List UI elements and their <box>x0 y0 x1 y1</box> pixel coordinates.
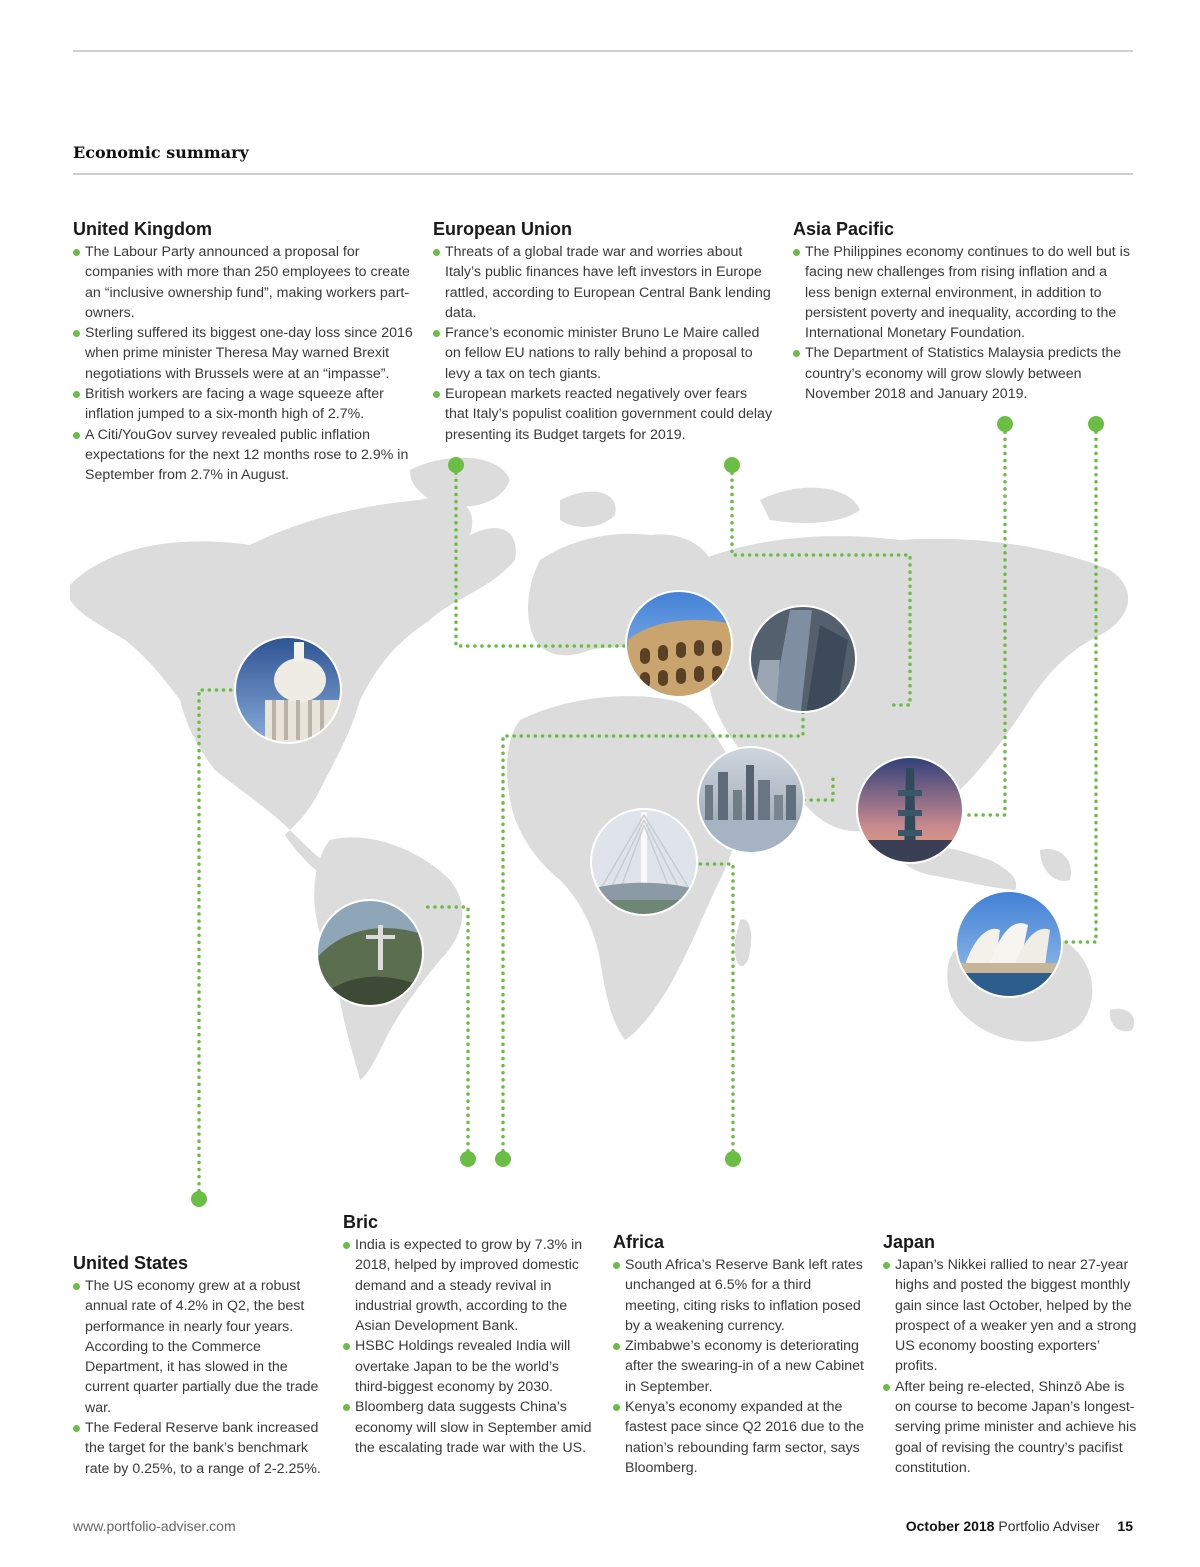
region-africa <box>613 1231 868 1478</box>
footer-website: www.portfolio-adviser.com <box>73 1518 236 1534</box>
list-item: The Federal Reserve bank increased the target for the bank’s benchmark rate by 0.25%, to a range of 2-2.25%. <box>73 1418 323 1479</box>
list-item: Zimbabwe’s economy is deteriorating after the swearing-in of a new Cabinet in September. <box>613 1336 868 1397</box>
list-item: The Labour Party announced a proposal for companies with more than 250 employees to create an “inclusive ownership fund”, making workers part-owners. <box>73 242 418 323</box>
region-title-eu: European Union <box>433 219 572 239</box>
list-item: South Africa’s Reserve Bank left rates unchanged at 6.5% for a third meeting, citing risks to inflation posed by a weakening currency. <box>613 1255 868 1336</box>
list-item: After being re-elected, Shinzō Abe is on course to become Japan’s longest-serving prime minister and achieve his goal of revising the country’s pacifist constitution. <box>883 1377 1138 1478</box>
region-title-us: United States <box>73 1253 189 1273</box>
region-title-africa: Africa <box>613 1232 665 1252</box>
page-number: 15 <box>1117 1518 1133 1534</box>
list-item: Japan’s Nikkei rallied to near 27-year highs and posted the biggest monthly gain since last October, helped by the prospect of a weaker yen and a strong US economy boosting exporters’ profits. <box>883 1255 1138 1377</box>
list-item: Bloomberg data suggests China’s economy will slow in September amid the escalating trade war with the US. <box>343 1397 593 1458</box>
list-item: The US economy grew at a robust annual rate of 4.2% in Q2, the best performance in nearly four years. According to the Commerce Department, it has slowed in the current quarter partially due the trade war. <box>73 1276 323 1418</box>
footer-issue <box>906 1518 1133 1534</box>
region-japan <box>883 1231 1138 1478</box>
list-item: Kenya’s economy expanded at the fastest pace since Q2 2016 due to the nation’s rebounding farm sector, says Bloomberg. <box>613 1397 868 1478</box>
list-item: British workers are facing a wage squeeze after inflation jumped to a six-month high of 2.7%. <box>73 384 418 425</box>
region-asia-pacific <box>793 218 1133 404</box>
list-item: The Philippines economy continues to do well but is facing new challenges from rising inflation and a less benign external environment, in addition to persistent poverty and inequality, according to the International Monetary Foundation. <box>793 242 1133 343</box>
list-item: Sterling suffered its biggest one-day loss since 2016 when prime minister Theresa May warned Brexit negotiations with Brussels were at an “impasse”. <box>73 323 418 384</box>
footer-publication: Portfolio Adviser <box>998 1518 1100 1534</box>
list-item: European markets reacted negatively over fears that Italy’s populist coalition government could delay presenting its Budget targets for 2019. <box>433 384 773 445</box>
footer-issue-date: October 2018 <box>905 1518 995 1534</box>
continents <box>70 458 1134 1080</box>
list-item: France’s economic minister Bruno Le Maire called on fellow EU nations to rally behind a proposal to levy a tax on tech giants. <box>433 323 773 384</box>
region-us <box>73 1252 323 1479</box>
region-title-uk: United Kingdom <box>73 219 212 239</box>
list-item: The Department of Statistics Malaysia predicts the country’s economy will grow slowly between November 2018 and January 2019. <box>793 343 1133 404</box>
region-bric <box>343 1211 593 1458</box>
region-uk <box>73 218 418 486</box>
region-title-asia-pacific: Asia Pacific <box>793 219 895 239</box>
section-title: Economic summary <box>73 143 249 162</box>
region-eu <box>433 218 773 445</box>
region-title-japan: Japan <box>883 1232 936 1252</box>
list-item: Threats of a global trade war and worries about Italy’s public finances have left investors in Europe rattled, according to European Central Bank lending data. <box>433 242 773 323</box>
list-item: HSBC Holdings revealed India will overtake Japan to be the world’s third-biggest economy by 2030. <box>343 1336 593 1397</box>
list-item: India is expected to grow by 7.3% in 2018, helped by improved domestic demand and a steady revival in industrial growth, according to the Asian Development Bank. <box>343 1235 593 1336</box>
list-item: A Citi/YouGov survey revealed public inflation expectations for the next 12 months rose to 2.9% in September from 2.7% in August. <box>73 425 418 486</box>
region-title-bric: Bric <box>343 1212 379 1232</box>
